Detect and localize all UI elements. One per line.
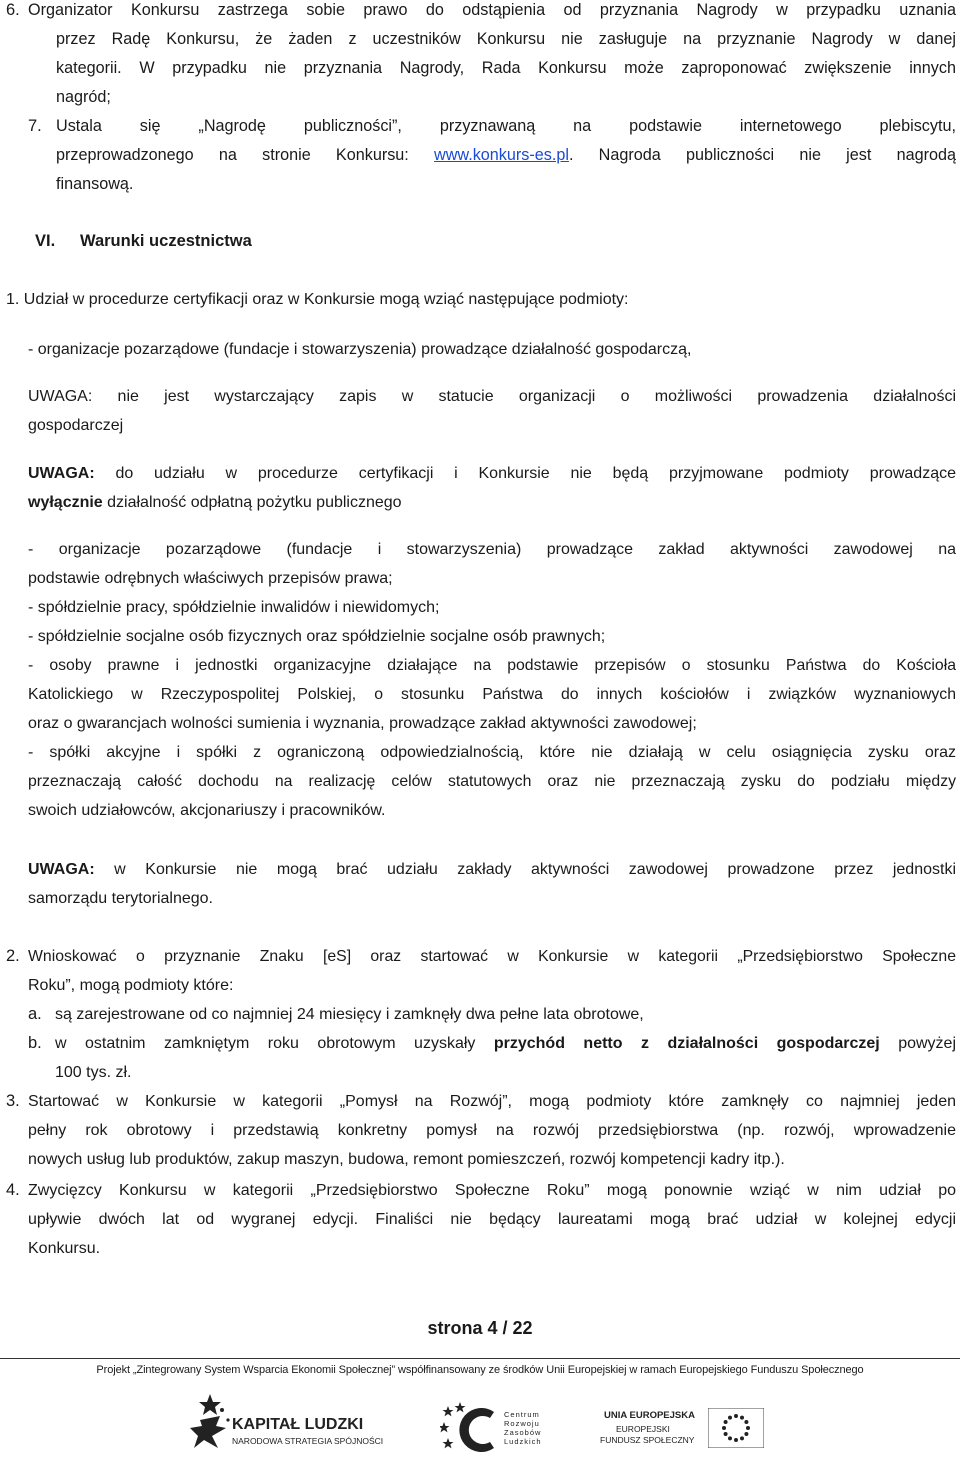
section-number: VI.: [35, 232, 56, 250]
note-1-line-1: UWAGA: nie jest wystarczający zapis w statucie organizacji o możliwości prowadzenia działalności: [28, 388, 956, 405]
list-item: - spółki akcyjne i spółki z ograniczoną odpowiedzialnością, które nie działają w celu osiągnięcia zysku oraz: [28, 744, 956, 761]
item-7-line-1: Ustala się „Nagrodę publiczności”, przyznawaną na podstawie internetowego plebiscytu,: [56, 117, 956, 135]
list-item: - spółdzielnie pracy, spółdzielnie inwalidów i niewidomych;: [28, 599, 440, 616]
item-7-text-before-link: przeprowadzonego na stronie Konkursu:: [56, 146, 435, 164]
note-2-emphasis: wyłącznie: [28, 494, 103, 511]
item-6-line-1: Organizator Konkursu zastrzega sobie prawo do odstąpienia od przyznania Nagrody w przypadku uznania: [28, 1, 956, 19]
item-4-line-3: Konkursu.: [28, 1240, 101, 1257]
page-number: strona 4 / 22: [427, 1318, 533, 1338]
section-title: Warunki uczestnictwa: [80, 232, 252, 250]
note-3-label: UWAGA:: [28, 861, 95, 878]
contest-website-link[interactable]: www.konkurs-es.pl: [434, 146, 569, 164]
item-2b-text-after: powyżej: [879, 1035, 957, 1052]
item-7-text-after-link: . Nagroda publiczności nie jest nagrodą: [568, 146, 956, 164]
kapital-ludzki-title: KAPITAŁ LUDZKI: [232, 1416, 364, 1433]
note-2-line-2: [28, 488, 956, 517]
eu-line-1: UNIA EUROPEJSKA: [604, 1410, 695, 1421]
list-item: Katolickiego w Rzeczypospolitej Polskiej, o stosunku Państwa do innych kościołów i związków wyznaniowych: [28, 686, 956, 703]
list-item: podstawie odrębnych właściwych przepisów prawa;: [28, 570, 393, 587]
note-2-text-2: działalność odpłatną pożytku publicznego: [102, 494, 402, 511]
footer-project-text: Projekt „Zintegrowany System Wsparcia Ekonomii Społecznej” współfinansowany ze środków Unii Europejskiej w ramach Europejskiego Funduszu Społecznego: [96, 1364, 864, 1376]
list-item: - osoby prawne i jednostki organizacyjne działające na podstawie przepisów o stosunku Państwa do Kościoła: [28, 657, 956, 674]
crzl-line: Centrum: [504, 1410, 540, 1419]
item-2b-label: b.: [28, 1034, 42, 1052]
item-3-line-1: Startować w Konkursie w kategorii „Pomysł na Rozwój”, mogą podmioty które zamknęły co najmniej jeden: [28, 1093, 956, 1110]
item-7-line-3: finansową.: [56, 175, 134, 193]
item-2-line-2: Roku”, mogą podmioty które:: [28, 977, 234, 994]
list-item: przeznaczają całość dochodu na realizację celów statutowych oraz nie przeznaczają zysku do podziału między: [28, 773, 956, 790]
note-1-line-2: gospodarczej: [28, 417, 124, 434]
note-2-label: UWAGA:: [28, 465, 95, 482]
item-3-number: 3.: [6, 1092, 20, 1110]
list-item: oraz o gwarancjach wolności sumienia i wyznania, prowadzące zakład aktywności zawodowej;: [28, 715, 697, 732]
item-7-number: 7.: [28, 117, 42, 135]
eu-flag-icon: [708, 1408, 764, 1448]
crzl-line: Ludzkich: [504, 1437, 542, 1446]
item-4-number: 4.: [6, 1181, 20, 1199]
crzl-line: Zasobów: [504, 1428, 542, 1437]
item-6-line-3: kategorii. W przypadku nie przyznania Nagrody, Rada Konkursu może zaproponować zwiększenie innych: [56, 59, 956, 77]
kapital-ludzki-subtitle: NARODOWA STRATEGIA SPÓJNOŚCI: [232, 1436, 384, 1446]
item-2b-line-2: 100 tys. zł.: [55, 1064, 132, 1081]
footer-divider: [0, 1358, 960, 1359]
kapital-ludzki-emblem-icon: [190, 1392, 234, 1450]
item-4-line-2: upływie dwóch lat od wygranej edycji. Finaliści nie będący laureatami mogą brać udział w kolejnej edycji: [28, 1211, 956, 1228]
list-item: - organizacje pozarządowe (fundacje i stowarzyszenia) prowadzące zakład aktywności zawodowej na: [28, 541, 956, 558]
paragraph-2: - organizacje pozarządowe (fundacje i stowarzyszenia) prowadzące działalność gospodarczą,: [28, 341, 692, 358]
item-2-line-1: Wnioskować o przyznanie Znaku [eS] oraz startować w Konkursie w kategorii „Przedsiębiorstwo Społeczne: [28, 948, 956, 965]
list-item: swoich udziałowców, akcjonariuszy i pracowników.: [28, 802, 386, 819]
item-2a-label: a.: [28, 1005, 42, 1023]
crzl-text: [504, 1410, 542, 1446]
item-2-number: 2.: [6, 947, 20, 965]
crzl-emblem-icon: [440, 1402, 502, 1458]
item-7-line-2: [56, 141, 956, 170]
eu-line-3: FUNDUSZ SPOŁECZNY: [600, 1435, 695, 1445]
item-3-line-2: pełny rok obrotowy i przedstawią konkretny pomysł na rozwój przedsiębiorstwa (np. rozwój, wprowadzenie: [28, 1122, 956, 1139]
note-3-line-2: samorządu terytorialnego.: [28, 890, 213, 907]
note-2-text: do udziału w procedurze certyfikacji i Konkursie nie będą przyjmowane podmioty prowadzące: [94, 465, 956, 482]
paragraph-1: 1. Udział w procedurze certyfikacji oraz w Konkursie mogą wziąć następujące podmioty:: [6, 291, 629, 308]
item-3-line-3: nowych usług lub produktów, zakup maszyn, budowa, remont pomieszczeń, rozwój kompetencji kadry itp.).: [28, 1151, 785, 1168]
item-6-line-4: nagród;: [56, 88, 111, 106]
item-2b-text: w ostatnim zamkniętym roku obrotowym uzyskały: [55, 1035, 494, 1052]
item-6-number: 6.: [6, 1, 20, 19]
item-2a-text: są zarejestrowane od co najmniej 24 miesięcy i zamknęły dwa pełne lata obrotowe,: [55, 1006, 644, 1023]
note-2-line-1: [28, 459, 956, 488]
note-3-line-1: [28, 855, 956, 884]
item-4-line-1: Zwycięzcy Konkursu w kategorii „Przedsiębiorstwo Społeczne Roku” mogą ponownie wziąć w nim udział po: [28, 1182, 956, 1199]
eu-logo: [598, 1406, 778, 1458]
kapital-ludzki-logo: [190, 1392, 390, 1452]
crzl-logo: [440, 1402, 550, 1458]
item-6-line-2: przez Radę Konkursu, że żaden z uczestników Konkursu nie zasługuje na przyznanie Nagrody w danej: [56, 30, 956, 48]
crzl-line: Rozwoju: [504, 1419, 540, 1428]
note-3-text: w Konkursie nie mogą brać udziału zakłady aktywności zawodowej prowadzone przez jednostki: [94, 861, 956, 878]
item-2b-emphasis: przychód netto z działalności gospodarczej: [493, 1035, 880, 1052]
eu-line-2: EUROPEJSKI: [616, 1424, 670, 1434]
list-item: - spółdzielnie socjalne osób fizycznych oraz spółdzielnie socjalne osób prawnych;: [28, 628, 606, 645]
item-2b-line-1: [55, 1029, 956, 1058]
